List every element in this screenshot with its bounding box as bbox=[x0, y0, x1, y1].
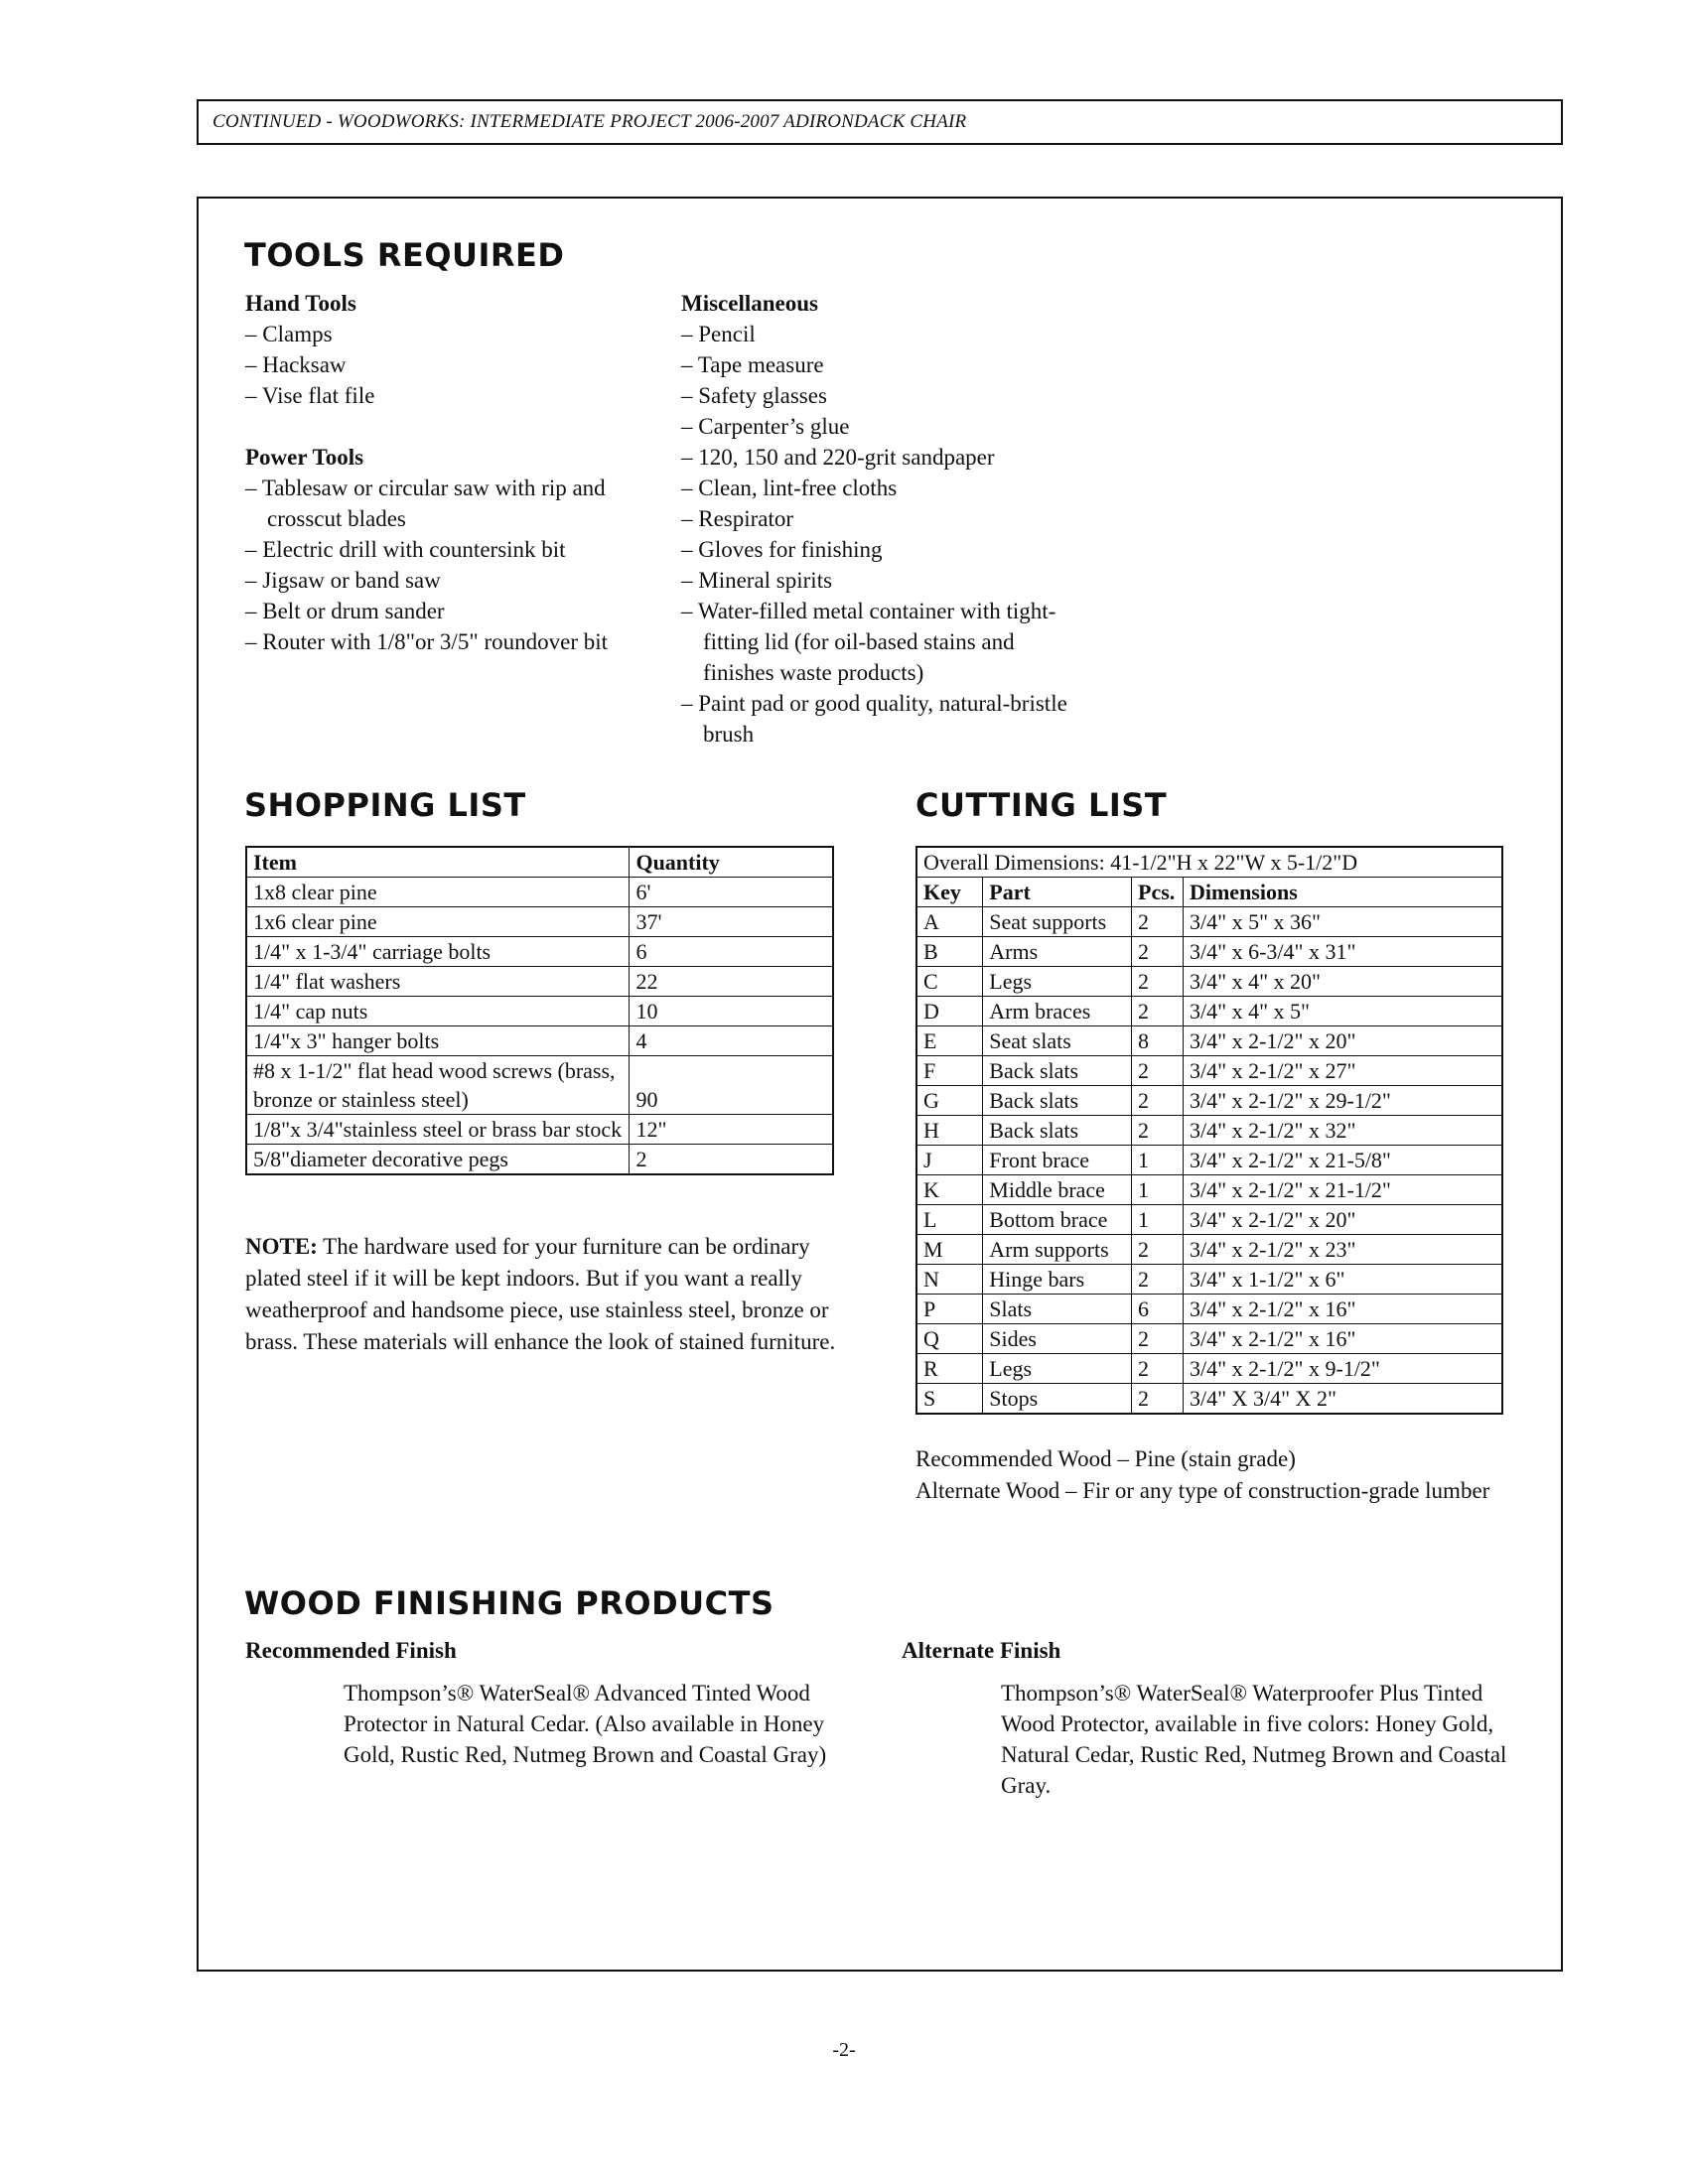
list-item: – Paint pad or good quality, natural-bristle brush bbox=[681, 688, 1068, 750]
quantity-cell: 10 bbox=[630, 997, 833, 1026]
wood-recommendations bbox=[915, 1443, 1551, 1507]
key-cell: M bbox=[916, 1235, 983, 1265]
part-cell: Stops bbox=[983, 1384, 1132, 1415]
table-row bbox=[246, 878, 833, 907]
column-header: Key bbox=[916, 878, 983, 907]
pieces-cell: 2 bbox=[1132, 937, 1184, 967]
key-cell: E bbox=[916, 1026, 983, 1056]
shopping-title: SHOPPING LIST bbox=[244, 786, 526, 824]
table-row bbox=[246, 937, 833, 967]
item-cell: 1/4" cap nuts bbox=[246, 997, 630, 1026]
shopping-table bbox=[245, 846, 834, 1175]
dimensions-cell: 3/4" x 6-3/4" x 31" bbox=[1183, 937, 1502, 967]
dimensions-cell: 3/4" x 2-1/2" x 9-1/2" bbox=[1183, 1354, 1502, 1384]
key-cell: H bbox=[916, 1116, 983, 1146]
table-row bbox=[916, 1384, 1502, 1415]
table-row bbox=[916, 1056, 1502, 1086]
part-cell: Seat slats bbox=[983, 1026, 1132, 1056]
part-cell: Legs bbox=[983, 1354, 1132, 1384]
dimensions-cell: 3/4" x 2-1/2" x 20" bbox=[1183, 1026, 1502, 1056]
list-item: – Carpenter’s glue bbox=[681, 411, 1068, 442]
list-item: – Vise flat file bbox=[245, 380, 652, 411]
alternate-wood: Alternate Wood – Fir or any type of construction-grade lumber bbox=[915, 1478, 1490, 1503]
list-item: – Mineral spirits bbox=[681, 565, 1068, 596]
table-row bbox=[916, 1116, 1502, 1146]
list-item: – Hacksaw bbox=[245, 349, 652, 380]
note-label: NOTE: bbox=[245, 1234, 318, 1259]
page-header bbox=[197, 99, 1563, 145]
overall-dimensions: Overall Dimensions: 41-1/2"H x 22"W x 5-1/2"D bbox=[916, 847, 1502, 878]
list-item: – Jigsaw or band saw bbox=[245, 565, 652, 596]
table-row bbox=[246, 907, 833, 937]
pieces-cell: 2 bbox=[1132, 1384, 1184, 1415]
dimensions-cell: 3/4" x 1-1/2" x 6" bbox=[1183, 1265, 1502, 1295]
pieces-cell: 2 bbox=[1132, 997, 1184, 1026]
alternate-finish-heading: Alternate Finish bbox=[902, 1638, 1061, 1663]
list-item: – Gloves for finishing bbox=[681, 534, 1068, 565]
part-cell: Slats bbox=[983, 1295, 1132, 1324]
recommended-wood: Recommended Wood – Pine (stain grade) bbox=[915, 1446, 1296, 1471]
quantity-cell: 4 bbox=[630, 1026, 833, 1056]
table-row bbox=[916, 1175, 1502, 1205]
hardware-note bbox=[245, 1231, 841, 1358]
pieces-cell: 2 bbox=[1132, 1056, 1184, 1086]
list-item: – Pencil bbox=[681, 319, 1068, 349]
part-cell: Arm braces bbox=[983, 997, 1132, 1026]
part-cell: Hinge bars bbox=[983, 1265, 1132, 1295]
table-row bbox=[916, 1146, 1502, 1175]
table-row bbox=[916, 967, 1502, 997]
key-cell: G bbox=[916, 1086, 983, 1116]
pieces-cell: 2 bbox=[1132, 1086, 1184, 1116]
part-cell: Back slats bbox=[983, 1056, 1132, 1086]
table-row bbox=[246, 1145, 833, 1175]
dimensions-cell: 3/4" x 2-1/2" x 21-1/2" bbox=[1183, 1175, 1502, 1205]
misc-list bbox=[681, 319, 1068, 750]
item-cell: 1/4" flat washers bbox=[246, 967, 630, 997]
table-row bbox=[916, 1295, 1502, 1324]
pieces-cell: 1 bbox=[1132, 1175, 1184, 1205]
key-cell: P bbox=[916, 1295, 983, 1324]
overall-dimensions-row bbox=[916, 847, 1502, 878]
table-row bbox=[246, 1026, 833, 1056]
list-item: – 120, 150 and 220-grit sandpaper bbox=[681, 442, 1068, 473]
table-row bbox=[916, 1354, 1502, 1384]
column-header: Pcs. bbox=[1132, 878, 1184, 907]
pieces-cell: 6 bbox=[1132, 1295, 1184, 1324]
table-row bbox=[916, 1205, 1502, 1235]
list-item: – Respirator bbox=[681, 503, 1068, 534]
pieces-cell: 2 bbox=[1132, 1116, 1184, 1146]
table-row bbox=[916, 1086, 1502, 1116]
key-cell: C bbox=[916, 967, 983, 997]
pieces-cell: 8 bbox=[1132, 1026, 1184, 1056]
column-header: Item bbox=[246, 847, 630, 878]
dimensions-cell: 3/4" x 2-1/2" x 20" bbox=[1183, 1205, 1502, 1235]
key-cell: D bbox=[916, 997, 983, 1026]
power-tools-list bbox=[245, 473, 652, 657]
dimensions-cell: 3/4" x 5" x 36" bbox=[1183, 907, 1502, 937]
table-row bbox=[916, 1026, 1502, 1056]
pieces-cell: 2 bbox=[1132, 967, 1184, 997]
list-item: – Safety glasses bbox=[681, 380, 1068, 411]
column-header: Part bbox=[983, 878, 1132, 907]
part-cell: Back slats bbox=[983, 1086, 1132, 1116]
dimensions-cell: 3/4" x 2-1/2" x 16" bbox=[1183, 1324, 1502, 1354]
list-item: – Clamps bbox=[245, 319, 652, 349]
power-tools-heading: Power Tools bbox=[245, 445, 364, 470]
key-cell: S bbox=[916, 1384, 983, 1415]
item-cell: 1x8 clear pine bbox=[246, 878, 630, 907]
list-item: – Water-filled metal container with tight-fitting lid (for oil-based stains and finishes waste products) bbox=[681, 596, 1068, 688]
dimensions-cell: 3/4" X 3/4" X 2" bbox=[1183, 1384, 1502, 1415]
quantity-cell: 6' bbox=[630, 878, 833, 907]
item-cell: 1x6 clear pine bbox=[246, 907, 630, 937]
table-header-row bbox=[246, 847, 833, 878]
list-item: – Tape measure bbox=[681, 349, 1068, 380]
table-row bbox=[916, 1265, 1502, 1295]
table-row bbox=[246, 997, 833, 1026]
quantity-cell: 90 bbox=[630, 1056, 833, 1115]
item-cell: 1/8"x 3/4"stainless steel or brass bar stock bbox=[246, 1115, 630, 1145]
pieces-cell: 2 bbox=[1132, 1235, 1184, 1265]
table-row bbox=[916, 1324, 1502, 1354]
list-item: – Belt or drum sander bbox=[245, 596, 652, 626]
key-cell: F bbox=[916, 1056, 983, 1086]
list-item: – Tablesaw or circular saw with rip and crosscut blades bbox=[245, 473, 652, 534]
dimensions-cell: 3/4" x 2-1/2" x 27" bbox=[1183, 1056, 1502, 1086]
tools-title: TOOLS REQUIRED bbox=[244, 236, 565, 274]
part-cell: Arms bbox=[983, 937, 1132, 967]
quantity-cell: 2 bbox=[630, 1145, 833, 1175]
dimensions-cell: 3/4" x 2-1/2" x 16" bbox=[1183, 1295, 1502, 1324]
column-header: Quantity bbox=[630, 847, 833, 878]
part-cell: Front brace bbox=[983, 1146, 1132, 1175]
table-row bbox=[246, 967, 833, 997]
recommended-finish-heading: Recommended Finish bbox=[245, 1638, 457, 1663]
hand-tools-list bbox=[245, 319, 652, 411]
item-cell: 5/8"diameter decorative pegs bbox=[246, 1145, 630, 1175]
key-cell: R bbox=[916, 1354, 983, 1384]
pieces-cell: 1 bbox=[1132, 1146, 1184, 1175]
dimensions-cell: 3/4" x 2-1/2" x 23" bbox=[1183, 1235, 1502, 1265]
part-cell: Seat supports bbox=[983, 907, 1132, 937]
dimensions-cell: 3/4" x 2-1/2" x 21-5/8" bbox=[1183, 1146, 1502, 1175]
key-cell: J bbox=[916, 1146, 983, 1175]
dimensions-cell: 3/4" x 4" x 5" bbox=[1183, 997, 1502, 1026]
header-text: CONTINUED - WOODWORKS: INTERMEDIATE PROJECT 2006-2007 ADIRONDACK CHAIR bbox=[212, 111, 967, 132]
part-cell: Bottom brace bbox=[983, 1205, 1132, 1235]
part-cell: Arm supports bbox=[983, 1235, 1132, 1265]
tools-left-column bbox=[245, 288, 652, 657]
misc-heading: Miscellaneous bbox=[681, 291, 818, 316]
alternate-finish-text: Thompson’s® WaterSeal® Waterproofer Plus Tinted Wood Protector, available in five colors: Honey Gold, Natural Cedar, Rustic Red, Nutmeg Brown and Coastal Gray. bbox=[1001, 1681, 1507, 1798]
cutting-title: CUTTING LIST bbox=[915, 786, 1168, 824]
pieces-cell: 1 bbox=[1132, 1205, 1184, 1235]
item-cell: 1/4"x 3" hanger bolts bbox=[246, 1026, 630, 1056]
table-row bbox=[916, 1235, 1502, 1265]
list-item: – Router with 1/8"or 3/5" roundover bit bbox=[245, 626, 652, 657]
quantity-cell: 37' bbox=[630, 907, 833, 937]
page-number: -2- bbox=[832, 2039, 856, 2061]
note-text: The hardware used for your furniture can be ordinary plated steel if it will be kept indoors. But if you want a really weatherproof and handsome piece, use stainless steel, bronze or brass. These materials will enhance the look of stained furniture. bbox=[245, 1234, 836, 1354]
key-cell: B bbox=[916, 937, 983, 967]
table-header-row bbox=[916, 878, 1502, 907]
key-cell: A bbox=[916, 907, 983, 937]
quantity-cell: 12" bbox=[630, 1115, 833, 1145]
part-cell: Legs bbox=[983, 967, 1132, 997]
table-row bbox=[916, 907, 1502, 937]
part-cell: Middle brace bbox=[983, 1175, 1132, 1205]
pieces-cell: 2 bbox=[1132, 1265, 1184, 1295]
table-row bbox=[916, 937, 1502, 967]
dimensions-cell: 3/4" x 4" x 20" bbox=[1183, 967, 1502, 997]
part-cell: Back slats bbox=[983, 1116, 1132, 1146]
table-row bbox=[246, 1115, 833, 1145]
pieces-cell: 2 bbox=[1132, 1354, 1184, 1384]
key-cell: N bbox=[916, 1265, 983, 1295]
table-row bbox=[916, 997, 1502, 1026]
cutting-table bbox=[915, 846, 1503, 1415]
pieces-cell: 2 bbox=[1132, 1324, 1184, 1354]
table-row bbox=[246, 1056, 833, 1115]
dimensions-cell: 3/4" x 2-1/2" x 32" bbox=[1183, 1116, 1502, 1146]
list-item: – Electric drill with countersink bit bbox=[245, 534, 652, 565]
finishing-title: WOOD FINISHING PRODUCTS bbox=[244, 1584, 774, 1622]
pieces-cell: 2 bbox=[1132, 907, 1184, 937]
quantity-cell: 6 bbox=[630, 937, 833, 967]
item-cell: #8 x 1-1/2" flat head wood screws (brass, bronze or stainless steel) bbox=[246, 1056, 630, 1115]
part-cell: Sides bbox=[983, 1324, 1132, 1354]
key-cell: L bbox=[916, 1205, 983, 1235]
list-item: – Clean, lint-free cloths bbox=[681, 473, 1068, 503]
hand-tools-heading: Hand Tools bbox=[245, 291, 356, 316]
tools-right-column bbox=[681, 288, 1068, 750]
recommended-finish-text: Thompson’s® WaterSeal® Advanced Tinted Wood Protector in Natural Cedar. (Also available in Honey Gold, Rustic Red, Nutmeg Brown and Coastal Gray) bbox=[344, 1681, 827, 1767]
quantity-cell: 22 bbox=[630, 967, 833, 997]
key-cell: Q bbox=[916, 1324, 983, 1354]
column-header: Dimensions bbox=[1183, 878, 1502, 907]
key-cell: K bbox=[916, 1175, 983, 1205]
item-cell: 1/4" x 1-3/4" carriage bolts bbox=[246, 937, 630, 967]
dimensions-cell: 3/4" x 2-1/2" x 29-1/2" bbox=[1183, 1086, 1502, 1116]
